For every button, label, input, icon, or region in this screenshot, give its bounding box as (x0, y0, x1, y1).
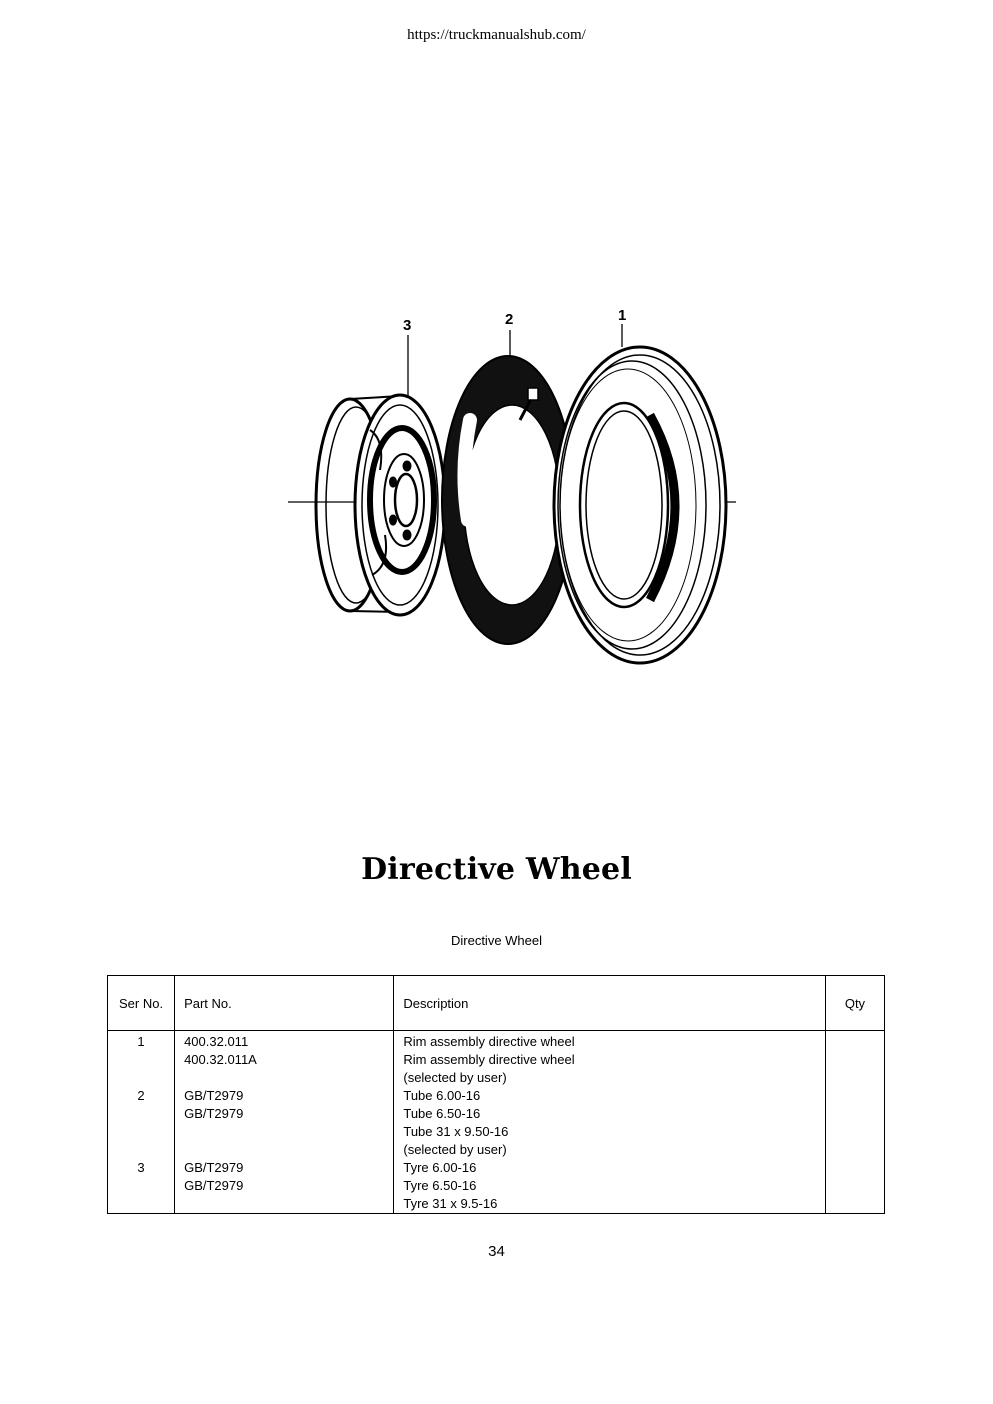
description-cell: Tube 31 x 9.50-16 (403, 1124, 509, 1139)
header-qty: Qty (825, 976, 884, 1031)
part-column (175, 1031, 394, 1214)
description-cell: Tyre 6.50-16 (403, 1178, 477, 1193)
callout-2: 2 (505, 311, 514, 328)
header-description: Description (394, 976, 826, 1031)
table-header-row (108, 976, 885, 1031)
description-cell: Tube 6.50-16 (403, 1106, 481, 1121)
callout-1: 1 (618, 307, 627, 324)
description-cell: Tyre 31 x 9.5-16 (403, 1196, 498, 1211)
page-number: 34 (488, 1243, 505, 1260)
part-cell: GB/T2979 (184, 1178, 244, 1193)
ser-cell (117, 1105, 165, 1123)
ser-column (108, 1031, 175, 1214)
part-cell (184, 1123, 384, 1141)
rim-part-3 (316, 395, 445, 615)
description-cell: Rim assembly directive wheel (403, 1052, 575, 1067)
table-body-row (108, 1031, 885, 1214)
callout-3: 3 (403, 317, 412, 334)
qty-cell (835, 1033, 875, 1051)
description-cell: (selected by user) (403, 1142, 507, 1157)
part-cell (184, 1195, 384, 1213)
ser-cell: 2 (137, 1088, 145, 1103)
ser-cell (117, 1051, 165, 1069)
ser-cell (117, 1177, 165, 1195)
ser-cell (117, 1141, 165, 1159)
part-cell: GB/T2979 (184, 1160, 244, 1175)
part-cell (184, 1141, 384, 1159)
ser-cell (117, 1069, 165, 1087)
page-title: Directive Wheel (361, 852, 632, 887)
parts-table (107, 975, 885, 1214)
description-cell: Rim assembly directive wheel (403, 1034, 575, 1049)
description-cell: Tube 6.00-16 (403, 1088, 481, 1103)
ser-cell (117, 1195, 165, 1213)
part-cell: GB/T2979 (184, 1106, 244, 1121)
tyre-part-1 (554, 347, 726, 663)
table-caption: Directive Wheel (450, 933, 543, 948)
header-ser-no: Ser No. (108, 976, 175, 1031)
description-cell: Tyre 6.00-16 (403, 1160, 477, 1175)
part-cell: 400.32.011A (184, 1052, 257, 1067)
description-cell: (selected by user) (403, 1070, 507, 1085)
ser-cell: 3 (137, 1160, 145, 1175)
ser-cell: 1 (137, 1034, 145, 1049)
header-url: https://truckmanualshub.com/ (407, 27, 586, 43)
part-cell: 400.32.011 (184, 1034, 249, 1049)
part-cell: GB/T2979 (184, 1088, 244, 1103)
description-column (394, 1031, 826, 1214)
part-cell (184, 1069, 384, 1087)
wheel-exploded-diagram (250, 300, 750, 680)
qty-column (825, 1031, 884, 1214)
ser-cell (117, 1123, 165, 1141)
header-part-no: Part No. (175, 976, 394, 1031)
